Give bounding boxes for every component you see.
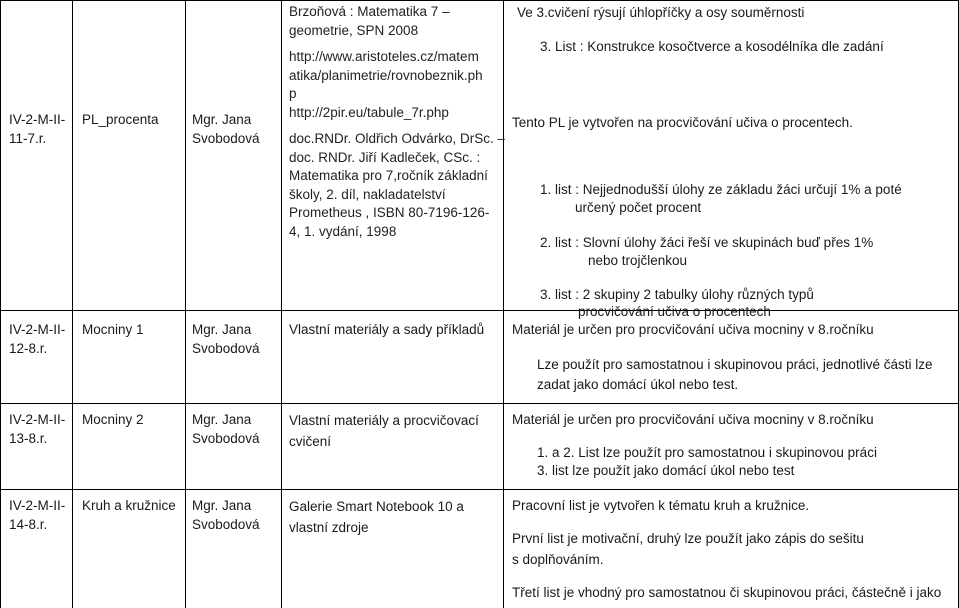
- row-4-description-line: Třetí list je vhodný pro samostatnou či skupinovou práci, částečně i jako: [512, 585, 942, 600]
- source-link: http://2pir.eu/tabule_7r.php: [289, 104, 449, 120]
- row-1-description-line: 3. list : 2 skupiny 2 tabulky úlohy různých typů: [540, 287, 814, 302]
- row-1-teacher: Mgr. Jana Svobodová: [192, 112, 260, 146]
- row-4-teacher: Mgr. Jana Svobodová: [192, 498, 260, 532]
- row-3-description-line: 1. a 2. List lze použít pro samostatnou i skupinovou práci: [537, 445, 877, 460]
- row-4-code: IV-2-M-II- 14-8.r.: [9, 498, 66, 532]
- row-1-description-line: 3. List : Konstrukce kosočtverce a kosodélníka dle zadání: [540, 39, 884, 54]
- row-2-code: IV-2-M-II- 12-8.r.: [9, 322, 66, 356]
- table-border-top: [0, 0, 959, 1]
- source-link: atika/planimetrie/rovnobeznik.ph: [289, 67, 483, 83]
- row-1-description-line: Ve 3.cvičení rýsují úhlopříčky a osy souměrnosti: [517, 5, 805, 20]
- row-4-description-line: s doplňováním.: [512, 552, 604, 567]
- column-divider: [281, 0, 282, 608]
- table-border-left: [0, 0, 1, 608]
- row-2-topic: Mocniny 1: [82, 322, 144, 337]
- row-2-description-line: Materiál je určen pro procvičování učiva mocniny v 8.ročníku: [512, 322, 874, 337]
- row-3-description-line: 3. list lze použít jako domácí úkol nebo test: [537, 463, 795, 478]
- row-3-topic: Mocniny 2: [82, 412, 144, 427]
- row-1-description-line: nebo trojčlenkou: [588, 253, 688, 268]
- row-1-code: IV-2-M-II- 11-7.r.: [9, 112, 66, 146]
- row-3-code: IV-2-M-II- 13-8.r.: [9, 412, 66, 446]
- row-1-description-line: určený počet procent: [575, 200, 702, 215]
- column-divider: [72, 0, 73, 608]
- row-divider: [0, 403, 959, 404]
- row-divider: [0, 310, 959, 311]
- row-1-description-line: 2. list : Slovní úlohy žáci řeší ve skupinách buď přes 1%: [540, 235, 874, 250]
- row-divider: [0, 489, 959, 490]
- row-2-source: Vlastní materiály a sady příkladů: [289, 322, 485, 337]
- row-3-description-line: Materiál je určen pro procvičování učiva mocniny v 8.ročníku: [512, 412, 874, 427]
- row-4-description-line: Pracovní list je vytvořen k tématu kruh a kružnice.: [512, 498, 810, 513]
- row-2-teacher: Mgr. Jana Svobodová: [192, 322, 260, 356]
- source-link: p: [289, 86, 297, 101]
- row-4-topic: Kruh a kružnice: [82, 498, 176, 513]
- row-1-description-line: 1. list : Nejjednodušší úlohy ze základu žáci určují 1% a poté: [540, 182, 902, 197]
- column-divider: [185, 0, 186, 608]
- row-1-topic: PL_procenta: [82, 112, 159, 127]
- row-3-source: Vlastní materiály a procvičovací cvičení: [289, 413, 479, 449]
- row-1-description-line: Tento PL je vytvořen na procvičování učiva o procentech.: [512, 115, 853, 130]
- row-4-description-line: První list je motivační, druhý lze použít jako zápis do sešitu: [512, 531, 864, 546]
- row-3-teacher: Mgr. Jana Svobodová: [192, 412, 260, 446]
- row-4-source: Galerie Smart Notebook 10 a vlastní zdroje: [289, 499, 464, 535]
- source-link: http://www.aristoteles.cz/matem: [289, 49, 479, 64]
- row-2-description-line: Lze použít pro samostatnou i skupinovou práci, jednotlivé části lze: [537, 357, 933, 372]
- row-2-description-line: zadat jako domácí úkol nebo test.: [537, 377, 739, 392]
- row-1-source: Brzoňová : Matematika 7 – geometrie, SPN 2008 http://www.aristoteles.cz/matem atika/planimetrie/rovnobeznik.ph p http://2pir.eu/tabule_7r.php doc.RNDr. Oldřich Odvárko, DrSc. – doc. RNDr. Jiří Kadleček, CSc. : Matematika pro 7,ročník základní školy, 2. díl, nakladatelství Prometheus , ISBN 80-7196-126- 4, 1. vydání, 1998: [289, 4, 506, 239]
- row-1-description-line: procvičování učiva o procentech: [578, 304, 771, 319]
